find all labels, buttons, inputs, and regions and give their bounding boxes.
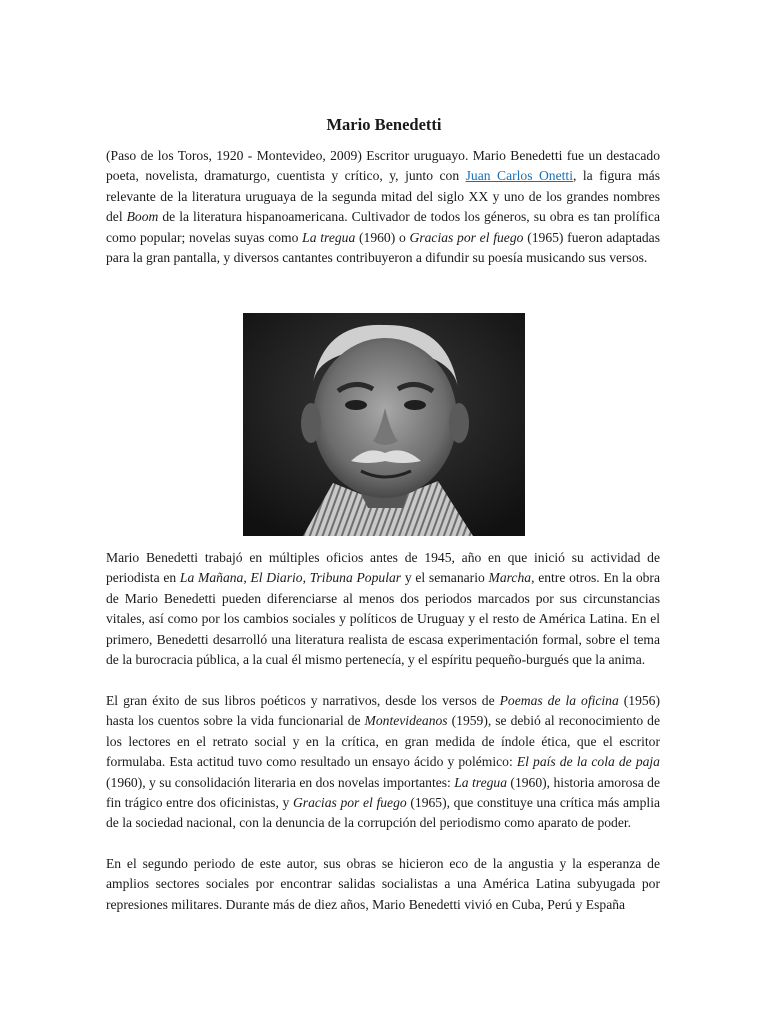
text: y el semanario xyxy=(401,570,489,586)
paragraph-intro xyxy=(106,146,660,268)
onetti-link[interactable]: Juan Carlos Onetti xyxy=(465,168,573,184)
portrait-illustration xyxy=(243,313,525,536)
text: En el segundo periodo de este autor, sus obras se hicieron eco de la angustia y la esperanza de amplios sectores sociales por encontrar salidas socialistas a una América Latina subyugada por represiones militares. Durante más de diez años, Mario Benedetti vivió en Cuba, Perú y España xyxy=(106,856,660,912)
text: , xyxy=(302,570,310,586)
paragraph-career xyxy=(106,548,660,670)
italic-text: El país de la cola de paja xyxy=(516,754,660,770)
text: , xyxy=(243,570,251,586)
italic-text: La tregua xyxy=(302,229,356,245)
italic-text: Marcha xyxy=(488,570,532,586)
italic-text: Boom xyxy=(126,209,159,225)
text: (1965), que constituye una crítica más amplia de la sociedad nacional, con la denuncia de la corrupción del periodismo como aparato de poder. xyxy=(106,795,661,831)
text: (1965) fueron adaptadas para la gran pantalla, y diversos cantantes contribuyeron a difundir su poesía musicando sus versos. xyxy=(106,229,660,266)
italic-text: Montevideanos xyxy=(364,713,448,729)
italic-text: La tregua xyxy=(454,774,508,790)
italic-text: Poemas de la oficina xyxy=(499,693,619,708)
italic-text: Gracias por el fuego xyxy=(409,229,524,245)
italic-text: Gracias por el fuego xyxy=(292,795,407,811)
text: (Paso de los Toros, 1920 - Montevideo, 2009) Escritor uruguayo. Mario Benedetti fue un destacado poeta, novelista, dramaturgo, cuentista y crítico, y, junto con xyxy=(106,148,660,184)
text: (1960) o xyxy=(355,229,410,245)
paragraph-success xyxy=(106,691,660,834)
italic-text: El Diario xyxy=(250,570,303,586)
text: (1959), se debió al reconocimiento de los lectores en el retrato social y en la crítica, en gran medida de índole ética, que el escritor formulaba. Esta actitud tuvo como resultado un ensayo ácido y polémico: xyxy=(106,713,661,770)
italic-text: La Mañana xyxy=(179,570,244,586)
italic-text: Tribuna Popular xyxy=(309,570,402,586)
text: Mario Benedetti trabajó en múltiples oficios antes de 1945, año en que inició su actividad de periodista en xyxy=(106,550,660,586)
text: (1956) hasta los cuentos sobre la vida funcionarial de xyxy=(106,693,661,729)
text: El gran éxito de sus libros poéticos y narrativos, desde los versos de xyxy=(106,693,500,708)
document-title: Mario Benedetti xyxy=(326,115,442,134)
author-portrait-photo xyxy=(243,313,525,536)
text: de la literatura hispanoamericana. Cultivador de todos los géneros, su obra es tan prolífica como popular; novelas suyas como xyxy=(106,209,660,245)
text: (1960), historia amorosa de fin trágico entre dos oficinistas, y xyxy=(106,774,660,811)
text: , entre otros. En la obra de Mario Benedetti pueden diferenciarse al menos dos periodos marcados por sus circunstancias vitales, así como por los cambios sociales y políticos de Uruguay y el resto de América Latina. En el primero, Benedetti desarrolló una literatura realista de escasa experimentación formal, sobre el tema de la burocracia pública, a la cual él mismo pertenecía, y el espíritu pequeño-burgués que la anima. xyxy=(106,570,660,668)
text: (1960), y su consolidación literaria en dos novelas importantes: xyxy=(106,774,455,790)
text: , la figura más relevante de la literatura uruguaya de la segunda mitad del siglo XX y uno de los grandes nombres del xyxy=(106,168,660,225)
paragraph-second-period xyxy=(106,854,660,915)
